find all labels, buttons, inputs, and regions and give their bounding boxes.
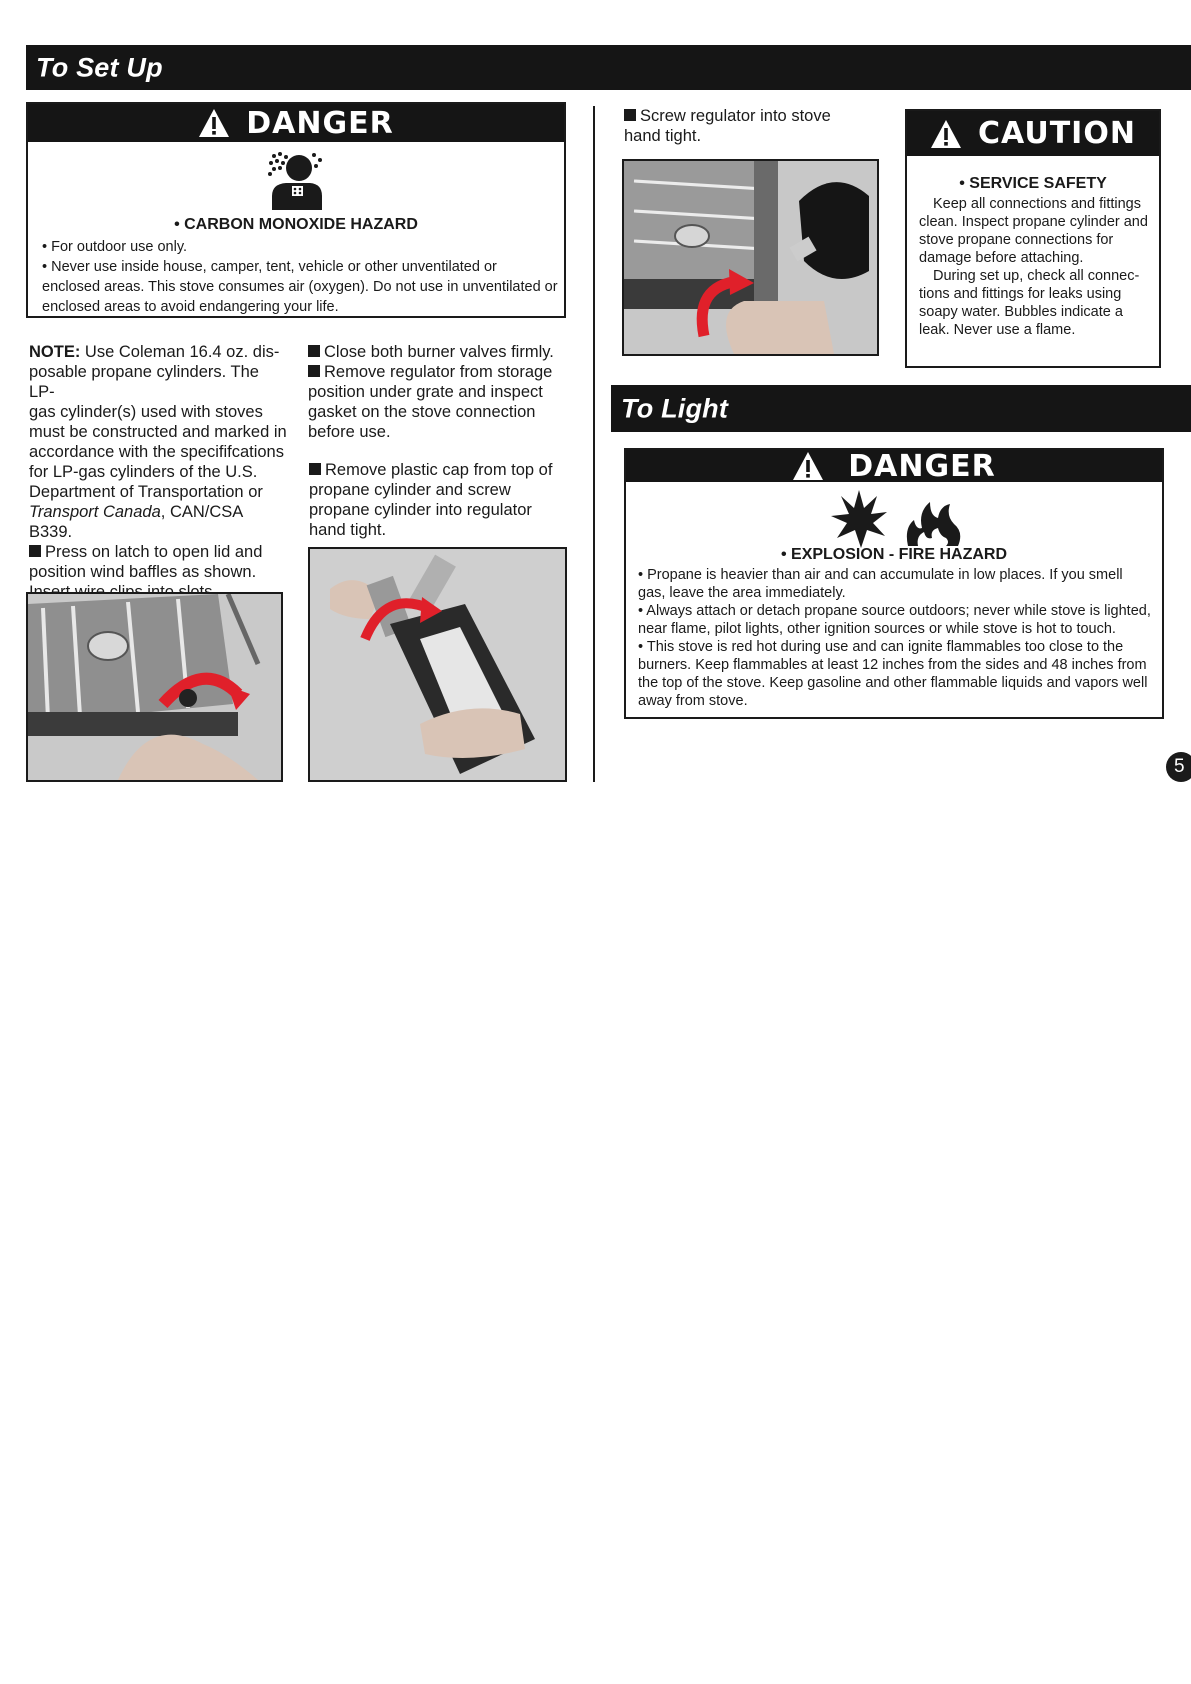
press-latch-line-1 xyxy=(29,542,289,562)
remove-cap-text: Remove plastic cap from top of xyxy=(325,461,553,479)
danger-fire-line: away from stove. xyxy=(638,693,748,709)
caution-header xyxy=(907,111,1159,156)
note-line-1 xyxy=(29,342,289,362)
regulator-stove-illustration xyxy=(624,161,877,354)
remove-cap-line: propane cylinder into regulator xyxy=(309,501,532,519)
warning-triangle-icon xyxy=(198,108,230,138)
bullet-square-icon xyxy=(624,109,636,121)
note-line: posable propane cylinders. The LP- xyxy=(29,363,259,401)
danger-box-explosion-fire xyxy=(624,448,1164,719)
remove-cap-block xyxy=(309,460,574,540)
danger-label: DANGER xyxy=(246,105,394,141)
section-bar-to-light xyxy=(611,385,1191,432)
transport-rest: , CAN/CSA B339. xyxy=(29,503,243,541)
fire-icon xyxy=(904,498,964,546)
remove-regulator-line: gasket on the stove connection xyxy=(308,403,536,421)
photo-stove-latch xyxy=(26,592,283,782)
note-line-transport xyxy=(29,502,289,542)
remove-cap-line: hand tight. xyxy=(309,521,387,539)
danger-fire-line: gas, leave the area immediately. xyxy=(638,585,846,601)
hazard-title-carbon-monoxide: • CARBON MONOXIDE HAZARD xyxy=(174,216,418,233)
caution-line: damage before attaching. xyxy=(919,250,1084,266)
remove-regulator-line: before use. xyxy=(308,423,391,441)
danger-box-carbon-monoxide xyxy=(26,102,566,318)
danger-fire-line: burners. Keep flammables at least 12 inches from the sides and 48 inches from xyxy=(638,657,1147,673)
danger-fire-line: near flame, pilot lights, other ignition sources or while stove is hot to touch. xyxy=(638,621,1116,637)
warning-triangle-icon xyxy=(792,451,824,481)
bullet-square-icon xyxy=(308,365,320,377)
hazard-title-service-safety: • SERVICE SAFETY xyxy=(959,175,1107,192)
note-line: accordance with the specififcations xyxy=(29,443,284,461)
photo-regulator-stove xyxy=(622,159,879,356)
screw-regulator-block xyxy=(624,106,864,146)
note-line: for LP-gas cylinders of the U.S. xyxy=(29,463,258,481)
note-line: Department of Transportation or xyxy=(29,483,263,501)
section-title-to-light: To Light xyxy=(621,393,729,423)
danger-header xyxy=(28,104,564,142)
danger-fire-line: • Always attach or detach propane source outdoors; never while stove is lighted, xyxy=(638,603,1151,619)
close-valves-line xyxy=(308,342,573,362)
note-block xyxy=(29,342,289,602)
caution-line: tions and fittings for leaks using xyxy=(919,286,1122,302)
remove-cap-line-1 xyxy=(309,460,574,480)
remove-cap-line: propane cylinder and screw xyxy=(309,481,511,499)
caution-line: clean. Inspect propane cylinder and xyxy=(919,214,1148,230)
remove-regulator-line-1 xyxy=(308,362,573,382)
transport-canada-italic: Transport Canada xyxy=(29,503,161,521)
page-number-badge xyxy=(1166,752,1191,782)
caution-box-service-safety xyxy=(905,109,1161,368)
caution-line: During set up, check all connec- xyxy=(933,268,1140,284)
danger-co-line: • For outdoor use only. xyxy=(42,239,188,255)
danger-co-text xyxy=(42,237,558,317)
propane-cylinder-illustration xyxy=(310,549,565,780)
stove-latch-illustration xyxy=(28,594,281,780)
danger-header xyxy=(626,450,1162,482)
caution-text xyxy=(919,195,1157,339)
note-line: must be constructed and marked in xyxy=(29,423,287,441)
screw-regulator-line: hand tight. xyxy=(624,127,702,145)
screw-regulator-text: Screw regulator into stove xyxy=(640,107,831,125)
note-text: Use Coleman 16.4 oz. dis- xyxy=(80,343,280,361)
remove-regulator-line: position under grate and inspect xyxy=(308,383,543,401)
note-label: NOTE: xyxy=(29,343,81,361)
danger-co-line: enclosed areas to avoid endangering your life. xyxy=(42,299,339,315)
danger-fire-text xyxy=(638,566,1156,710)
valves-block xyxy=(308,342,573,442)
press-latch-text: Press on latch to open lid and xyxy=(45,543,263,561)
danger-label: DANGER xyxy=(848,448,996,484)
close-valves-text: Close both burner valves firmly. xyxy=(324,343,554,361)
danger-fire-line: • Propane is heavier than air and can accumulate in low places. If you smell xyxy=(638,567,1123,583)
section-title-to-set-up: To Set Up xyxy=(36,52,163,82)
danger-fire-line: • This stove is red hot during use and can ignite flammables too close to the xyxy=(638,639,1124,655)
photo-propane-cylinder xyxy=(308,547,567,782)
danger-co-line: enclosed areas. This stove consumes air (oxygen). Do not use in unventilated or xyxy=(42,279,558,295)
press-latch-line: position wind baffles as shown. xyxy=(29,563,257,581)
caution-line: soapy water. Bubbles indicate a xyxy=(919,304,1123,320)
person-breathing-fumes-icon xyxy=(266,148,326,210)
explosion-icon xyxy=(831,490,887,548)
caution-line: stove propane connections for xyxy=(919,232,1114,248)
warning-triangle-icon xyxy=(930,119,962,149)
caution-line: Keep all connections and fittings xyxy=(933,196,1141,212)
page-number: 5 xyxy=(1174,756,1185,777)
note-line: gas cylinder(s) used with stoves xyxy=(29,403,263,421)
caution-line: leak. Never use a flame. xyxy=(919,322,1076,338)
danger-co-line: • Never use inside house, camper, tent, vehicle or other unventilated or xyxy=(42,259,497,275)
bullet-square-icon xyxy=(29,545,41,557)
danger-fire-line: the top of the stove. Keep gasoline and other flammable liquids and vapors well xyxy=(638,675,1148,691)
bullet-square-icon xyxy=(308,345,320,357)
hazard-title-explosion-fire: • EXPLOSION - FIRE HAZARD xyxy=(780,546,1008,563)
caution-label: CAUTION xyxy=(978,116,1136,151)
screw-regulator-line-1 xyxy=(624,106,864,126)
bullet-square-icon xyxy=(309,463,321,475)
column-divider xyxy=(593,106,595,782)
section-bar-to-set-up xyxy=(26,45,1191,90)
remove-regulator-text: Remove regulator from storage xyxy=(324,363,553,381)
